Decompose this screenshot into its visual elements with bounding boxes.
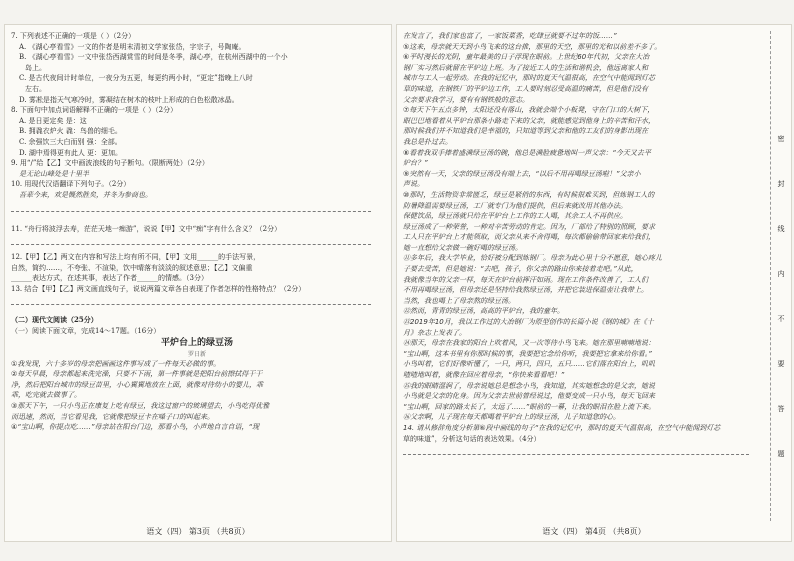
article-line: 14. 请从修辞角度分析第⑥段中画线的句子“在我的记忆中，那时的夏天气温很高，在空气中能闻到灯芯 — [403, 423, 721, 432]
article-line: 父亲要求我学习，要有有钢铁般的意志。 — [403, 95, 529, 104]
exam-page-4 — [396, 24, 792, 542]
q13-answer-line[interactable] — [11, 294, 371, 305]
article-line: 草的味道，在钢铁厂的平炉边工作，工人要时刻忍受高温的痛苦，但是他们没有 — [403, 84, 648, 93]
article-line: ②每天早晨，母亲都起来洗完澡，只要不下雨，第一件事就是把阳台前擦拭得干干 — [11, 370, 263, 379]
article-line: 城市与工人一起劳动。在我的记忆中，那时的夏天气温很高，在空气中能闻到灯芯 — [403, 74, 655, 83]
article-line: ③那天下午，一只小鸟正在康复上吃有绿豆，我这过窗户的玻璃望去，小鸟吃得优雅 — [11, 402, 270, 411]
article-line: 声说。 — [403, 180, 424, 189]
seal-char: 答 — [777, 405, 785, 413]
q10-stem: 10. 用现代汉语翻译下列句子。（2分） — [11, 180, 131, 189]
q12-line-2: 自然，简约……，不夸张、不渲染，饮中晴落有淡淡的叙述意思；【乙】文偏重 — [11, 263, 253, 272]
article-line: ⑦每天下午五点多钟，太阳还没有落山，我就会端个小板凳，守在门口的大树下， — [403, 106, 655, 115]
article-line: ⑮我的眼睛湿润了，母亲说她总是想念小鸟，我知道，其实她想念的是父亲，她说 — [403, 381, 655, 390]
seal-instruction — [775, 135, 787, 495]
article-line: 她一直想给父亲做一碗好喝的绿豆汤。 — [403, 243, 522, 252]
article-line: 净，然后把阳台城市的绿豆苗里，小心翼翼地放在上面，就像对待幼小的婴儿，乖 — [11, 380, 263, 389]
q12-line-3: ______表达方式，在述其事，表达了作者______的情感。（3分） — [11, 274, 208, 283]
article-line: 防暑降温需要绿豆汤，工厂就专门为他们提供，但后来就改用其他办法。 — [403, 201, 627, 210]
article-line: ⑧看着我双手捧着盛满绿豆汤的碗，他总是满脸疲惫地叫一声父亲：“今天又去平 — [403, 148, 651, 157]
article-line: 工人只在平炉台上才能领取，而父亲从来不舍得喝，每次都偷偷带回家来给我们， — [403, 233, 655, 242]
article-line: ⑥平时漫长的光阴，童年最美的日子浮现在眼前。上世纪60年代初，父亲在大冶 — [403, 53, 650, 62]
seal-char: 封 — [777, 180, 785, 188]
article-line: 当然，我也喝上了母亲熬的绿豆汤。 — [403, 296, 515, 305]
q8-option-d: D. 湖中焉得更有此人 更：更加。 — [19, 148, 123, 157]
q14-stem: 草的味道”，分析这句话的表达效果。（4分） — [403, 434, 541, 443]
page-3-footer: 语文（四） 第3页 （共8页） — [146, 527, 250, 536]
article-line: 我就像当年的父亲一样，每天在炉台前挥汗如雨。现在工作条件改善了，工人们 — [403, 275, 648, 284]
article-line: “宝山啊，这本书里有你那时候的事，我要把它念给你听，我要把它拿来给你看。” — [403, 349, 652, 358]
q8-option-a: A. 是日更定矣 是：这 — [19, 116, 87, 125]
section-heading: （二）现代文阅读（25分） — [11, 315, 98, 325]
article-line: ⑨突然有一天，父亲的绿豆汤没有端上去，“以后不用再喝绿豆汤啦！”父亲小 — [403, 169, 641, 178]
article-line: ⑤这来，母亲就天天到小鸟飞来的这台推，那里的天空，那里的光和以前差不多了。 — [403, 42, 662, 51]
article-line: ⑫然而，青青的绿豆汤，高高的平炉台，我的童年。 — [403, 307, 564, 316]
q7-option-a: A. 《湖心亭看雪》一文的作者是明末清初文学家张岱，字宗子，号陶庵。 — [19, 42, 246, 51]
q11-stem: 11. “舟行将波浮去寿，茫茫天地一痴游”，说说【甲】文中“痴”字有什么含义？（2分） — [11, 224, 282, 233]
article-line: 眼巴巴地看着从平炉台那条小路走下来的父亲，就能感觉到他身上的辛苦和汗水， — [403, 116, 655, 125]
seal-char: 密 — [777, 135, 785, 143]
article-line: ⑪多年后，我大学毕业，恰好被分配到炼钢厂。母亲为此心里十分不愿意，她心疼儿 — [403, 254, 662, 263]
article-line: 那时候我们并不知道我们是幸福的，只知道等到父亲和他的工友们的身影出现在 — [403, 127, 648, 136]
article-line: 小鸟叫着，它们好像听懂了，一只，两只，四只，五只……它们落在阳台上，叽叽 — [403, 360, 655, 369]
article-line: ⑩那时，生活物资非常匮乏，绿豆是紧俏的东西，有时候很难买到，但炼钢工人的 — [403, 190, 655, 199]
article-line: ①我发现，六十多岁的母亲把画画这件事写成了一件每天必做的事。 — [11, 359, 221, 368]
q9-sentence: 是无论山峰处是十里半 — [19, 169, 89, 178]
q8-option-b: B. 拥毳衣炉火 毳：鸟兽的细毛。 — [19, 127, 122, 136]
section-subheading: （一）阅读下面文章，完成14～17题。（16分） — [11, 327, 161, 336]
exam-page-3 — [4, 24, 392, 542]
seal-char: 线 — [777, 225, 785, 233]
q9-stem: 9. 用“/”给【乙】文中画波浪线的句子断句。（限断两处）（2分） — [11, 159, 209, 168]
q8-option-c: C. 余强饮三大白而别 强：全部。 — [19, 137, 122, 146]
article-author: 罗日新 — [187, 350, 206, 358]
q14-answer-line[interactable] — [403, 444, 749, 455]
q8-stem: 8. 下面句中加点词语解释不正确的一项是（ ）（2分） — [11, 106, 178, 115]
article-line: 喳喳地叫着，就像在回应着母亲，“你快来看看吧！” — [403, 371, 565, 379]
seal-dashed-line — [770, 31, 771, 521]
article-line: 月》杂志上发表了。 — [403, 328, 466, 337]
seal-char: 内 — [777, 270, 785, 278]
q10-answer-line[interactable] — [11, 201, 371, 212]
article-line: 乖，吃完就去做事了。 — [11, 391, 81, 400]
article-line: “宝山啊，回家的路太长了，太远了……”眼前的一幕，让我的眼泪在脸上流下来。 — [403, 402, 656, 411]
article-line: ④“宝山啊，你提点吃……”母亲站在阳台门边，那看小鸟，小声地自言自语，“现 — [11, 423, 260, 432]
article-line: ⑭那天，母亲在我家的阳台上吹着风，又一次等待小鸟飞来。她在那里喃喃地说： — [403, 339, 655, 348]
article-line: 炉台？” — [403, 159, 428, 168]
seal-char: 题 — [777, 450, 785, 458]
q7-option-c-cont: 左右。 — [25, 84, 46, 93]
article-line: 子要去受苦，但是她说：“去吧，孩子，你父亲的路由你来接着走吧。”从此， — [403, 265, 638, 274]
page-3-content — [11, 31, 383, 433]
article-line: ⑬2019年10月，我以工作过的大冶钢厂为原型创作的长篇小说《钢的城》在《十 — [403, 318, 654, 327]
article-line: 在发言了，我们家也富了，一家饭菜香，吃肆豆就要不过年的饭……” — [403, 32, 617, 40]
article-line: 而迅速，然而，当它看见我，它就像把绿豆卡在嗓子口的叫起来。 — [11, 412, 214, 421]
article-title: 平炉台上的绿豆汤 — [160, 337, 233, 348]
article-line: 钢厂实习然后就留在平炉边上班。为了接近工人的生活和谐机会，他远离家人和 — [403, 63, 648, 72]
page-4-footer: 语文（四） 第4页 （共8页） — [542, 527, 646, 536]
q11-answer-line[interactable] — [11, 234, 371, 245]
q10-sentence: 吾辈今来，欢是慨然胜矣，并冬为参商也。 — [19, 190, 152, 199]
seal-char: 要 — [777, 360, 785, 368]
q7-option-b-cont: 岛上。 — [25, 63, 46, 72]
seal-char: 不 — [777, 315, 785, 323]
q7-option-d: D. 雾凇是指天气寒冷时，雾凝结在树木的枝叶上形成的白色松散冰晶。 — [19, 95, 239, 104]
article-line: 绿豆汤成了一种荣誉，一种对辛苦劳动的肯定。因为，厂部给了特别的照顾，要求 — [403, 222, 655, 231]
q13-stem: 13. 结合【甲】【乙】两文画直线句子，说说两篇文章各自表现了作者怎样的性格特点？（2分） — [11, 284, 306, 293]
q7-option-c: C. 是古代夜间计时单位，一夜分为五更，每更约两小时，“更定”指晚上八时 — [19, 74, 253, 83]
page-4-content — [403, 31, 761, 455]
q7-stem: 7. 下列表述不正确的一项是（ ）（2分） — [11, 32, 136, 40]
article-line: 小鸟就是父亲的化身。因为父亲去世前曾经说过，他要变成一只小鸟，每天飞回来 — [403, 392, 655, 401]
article-line: 我总是扑过去。 — [403, 137, 452, 146]
article-line: 保健饮品，绿豆汤就只给在平炉台上工作的工人喝，其余工人不再供应。 — [403, 212, 627, 221]
q12-line-1: 12.【甲】【乙】两文在内容和写法上均有所不同，【甲】文用______的手法写景， — [11, 253, 261, 262]
article-line: 不用再喝绿豆汤，但母亲还是坚持给我熬绿豆汤，并把它装进保温壶让我带上。 — [403, 286, 648, 295]
q7-option-b: B. 《湖心亭看雪》一文中张岱西湖赏雪的时间是冬季，湖心亭，在杭州西湖中的一个小 — [19, 53, 288, 62]
article-line: ⑯父亲啊，儿子现在每天都喝着平炉台上的绿豆汤，儿子知道您的心。 — [403, 413, 620, 422]
